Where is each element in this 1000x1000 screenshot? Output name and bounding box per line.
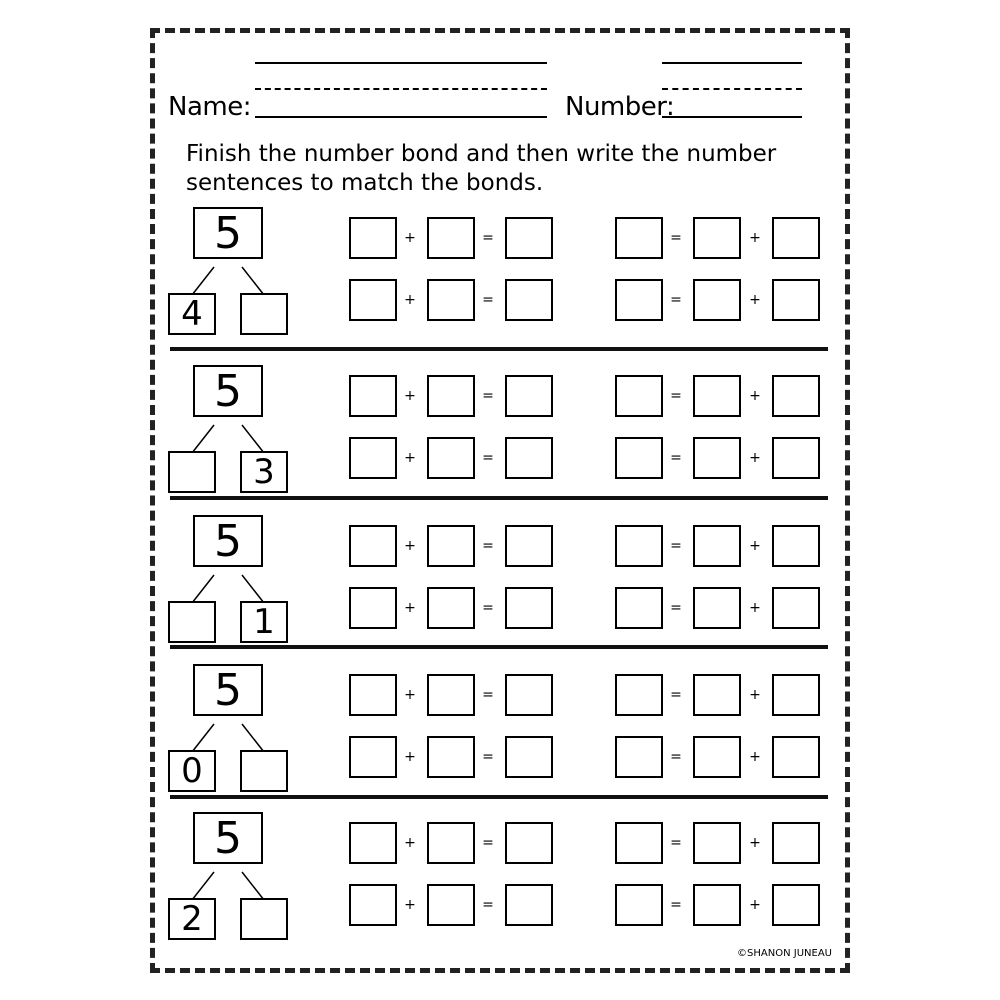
bond-connector [192,724,214,752]
addition-answer-box[interactable] [349,437,397,479]
equals-sign: = [670,292,682,308]
addition-answer-box[interactable] [427,587,475,629]
bond-row [0,662,1000,802]
equals-sign: = [482,687,494,703]
addition-answer-box[interactable] [427,279,475,321]
section-divider [170,496,828,500]
reversed-sentence-answer-box[interactable] [615,884,663,926]
reversed-sentence-answer-box[interactable] [693,587,741,629]
section-divider [170,347,828,351]
equals-sign: = [482,230,494,246]
reversed-sentence-answer-box[interactable] [772,884,820,926]
plus-sign: + [749,388,761,404]
equals-sign: = [670,600,682,616]
bond-left-part-box[interactable]: 4 [168,293,216,335]
bond-connector [192,425,214,453]
equals-sign: = [482,292,494,308]
number-label: Number: [565,92,675,122]
plus-sign: + [404,538,416,554]
reversed-sentence-answer-box[interactable] [693,822,741,864]
bond-right-part-box[interactable] [240,293,288,335]
reversed-sentence-answer-box[interactable] [615,217,663,259]
bond-connector [242,575,264,603]
plus-sign: + [404,600,416,616]
reversed-sentence-answer-box[interactable] [772,525,820,567]
bond-connector [192,267,214,295]
plus-sign: + [749,835,761,851]
bond-connector [242,872,264,900]
number-dashed-line [662,88,802,90]
addition-answer-box[interactable] [427,736,475,778]
addition-answer-box[interactable] [427,674,475,716]
reversed-sentence-answer-box[interactable] [693,217,741,259]
plus-sign: + [404,230,416,246]
plus-sign: + [749,450,761,466]
reversed-sentence-answer-box[interactable] [615,587,663,629]
equals-sign: = [482,538,494,554]
equals-sign: = [670,538,682,554]
reversed-sentence-answer-box[interactable] [693,674,741,716]
reversed-sentence-answer-box[interactable] [693,525,741,567]
plus-sign: + [404,749,416,765]
equals-sign: = [670,897,682,913]
name-dashed-line [255,88,547,90]
addition-answer-box[interactable] [349,884,397,926]
addition-answer-box[interactable] [505,279,553,321]
equals-sign: = [482,600,494,616]
addition-answer-box[interactable] [427,822,475,864]
addition-answer-box[interactable] [505,674,553,716]
addition-answer-box[interactable] [505,736,553,778]
bond-row [0,363,1000,503]
equals-sign: = [670,450,682,466]
bond-left-part-box[interactable] [168,601,216,643]
bond-right-part-box[interactable] [240,898,288,940]
addition-answer-box[interactable] [427,437,475,479]
equals-sign: = [482,897,494,913]
reversed-sentence-answer-box[interactable] [615,375,663,417]
plus-sign: + [404,388,416,404]
number-field[interactable] [662,116,802,118]
reversed-sentence-answer-box[interactable] [693,437,741,479]
reversed-sentence-answer-box[interactable] [615,674,663,716]
equals-sign: = [670,749,682,765]
bond-whole-box: 5 [193,515,263,567]
addition-answer-box[interactable] [349,587,397,629]
plus-sign: + [404,897,416,913]
name-field[interactable] [255,116,547,118]
reversed-sentence-answer-box[interactable] [615,736,663,778]
addition-answer-box[interactable] [349,217,397,259]
addition-answer-box[interactable] [427,525,475,567]
equals-sign: = [482,749,494,765]
plus-sign: + [749,897,761,913]
bond-whole-box: 5 [193,365,263,417]
bond-whole-box: 5 [193,664,263,716]
reversed-sentence-answer-box[interactable] [772,375,820,417]
plus-sign: + [749,687,761,703]
addition-answer-box[interactable] [349,279,397,321]
reversed-sentence-answer-box[interactable] [772,736,820,778]
copyright-text: ©SHANON JUNEAU [737,948,832,959]
reversed-sentence-answer-box[interactable] [615,437,663,479]
plus-sign: + [404,687,416,703]
bond-connector [242,267,264,295]
equals-sign: = [482,388,494,404]
equals-sign: = [482,835,494,851]
bond-connector [242,724,264,752]
reversed-sentence-answer-box[interactable] [615,279,663,321]
number-top-line [662,62,802,64]
bond-left-part-box[interactable]: 2 [168,898,216,940]
addition-answer-box[interactable] [349,736,397,778]
addition-answer-box[interactable] [505,587,553,629]
bond-right-part-box[interactable]: 1 [240,601,288,643]
bond-connector [242,425,264,453]
reversed-sentence-answer-box[interactable] [693,375,741,417]
reversed-sentence-answer-box[interactable] [693,736,741,778]
equals-sign: = [670,835,682,851]
addition-answer-box[interactable] [427,884,475,926]
addition-answer-box[interactable] [349,375,397,417]
addition-answer-box[interactable] [505,437,553,479]
bond-whole-box: 5 [193,812,263,864]
section-divider [170,795,828,799]
addition-answer-box[interactable] [427,375,475,417]
addition-answer-box[interactable] [349,822,397,864]
name-top-line [255,62,547,64]
addition-answer-box[interactable] [505,375,553,417]
bond-row [0,205,1000,345]
bond-left-part-box[interactable]: 0 [168,750,216,792]
addition-answer-box[interactable] [427,217,475,259]
bond-left-part-box[interactable] [168,451,216,493]
equals-sign: = [670,687,682,703]
addition-answer-box[interactable] [505,525,553,567]
plus-sign: + [404,292,416,308]
bond-right-part-box[interactable]: 3 [240,451,288,493]
section-divider [170,645,828,649]
bond-connector [192,872,214,900]
plus-sign: + [749,230,761,246]
name-label: Name: [168,92,251,122]
reversed-sentence-answer-box[interactable] [772,279,820,321]
bond-connector [192,575,214,603]
bond-whole-box: 5 [193,207,263,259]
reversed-sentence-answer-box[interactable] [772,674,820,716]
bond-row [0,810,1000,950]
plus-sign: + [749,749,761,765]
reversed-sentence-answer-box[interactable] [615,822,663,864]
reversed-sentence-answer-box[interactable] [772,587,820,629]
instructions-text: Finish the number bond and then write the number sentences to match the bonds. [186,141,777,196]
addition-answer-box[interactable] [505,217,553,259]
plus-sign: + [749,292,761,308]
reversed-sentence-answer-box[interactable] [772,217,820,259]
reversed-sentence-answer-box[interactable] [693,884,741,926]
reversed-sentence-answer-box[interactable] [615,525,663,567]
reversed-sentence-answer-box[interactable] [693,279,741,321]
plus-sign: + [749,600,761,616]
addition-answer-box[interactable] [505,822,553,864]
plus-sign: + [404,835,416,851]
equals-sign: = [670,230,682,246]
plus-sign: + [749,538,761,554]
addition-answer-box[interactable] [505,884,553,926]
bond-row [0,513,1000,653]
equals-sign: = [670,388,682,404]
equals-sign: = [482,450,494,466]
reversed-sentence-answer-box[interactable] [772,822,820,864]
addition-answer-box[interactable] [349,525,397,567]
reversed-sentence-answer-box[interactable] [772,437,820,479]
plus-sign: + [404,450,416,466]
addition-answer-box[interactable] [349,674,397,716]
bond-right-part-box[interactable] [240,750,288,792]
